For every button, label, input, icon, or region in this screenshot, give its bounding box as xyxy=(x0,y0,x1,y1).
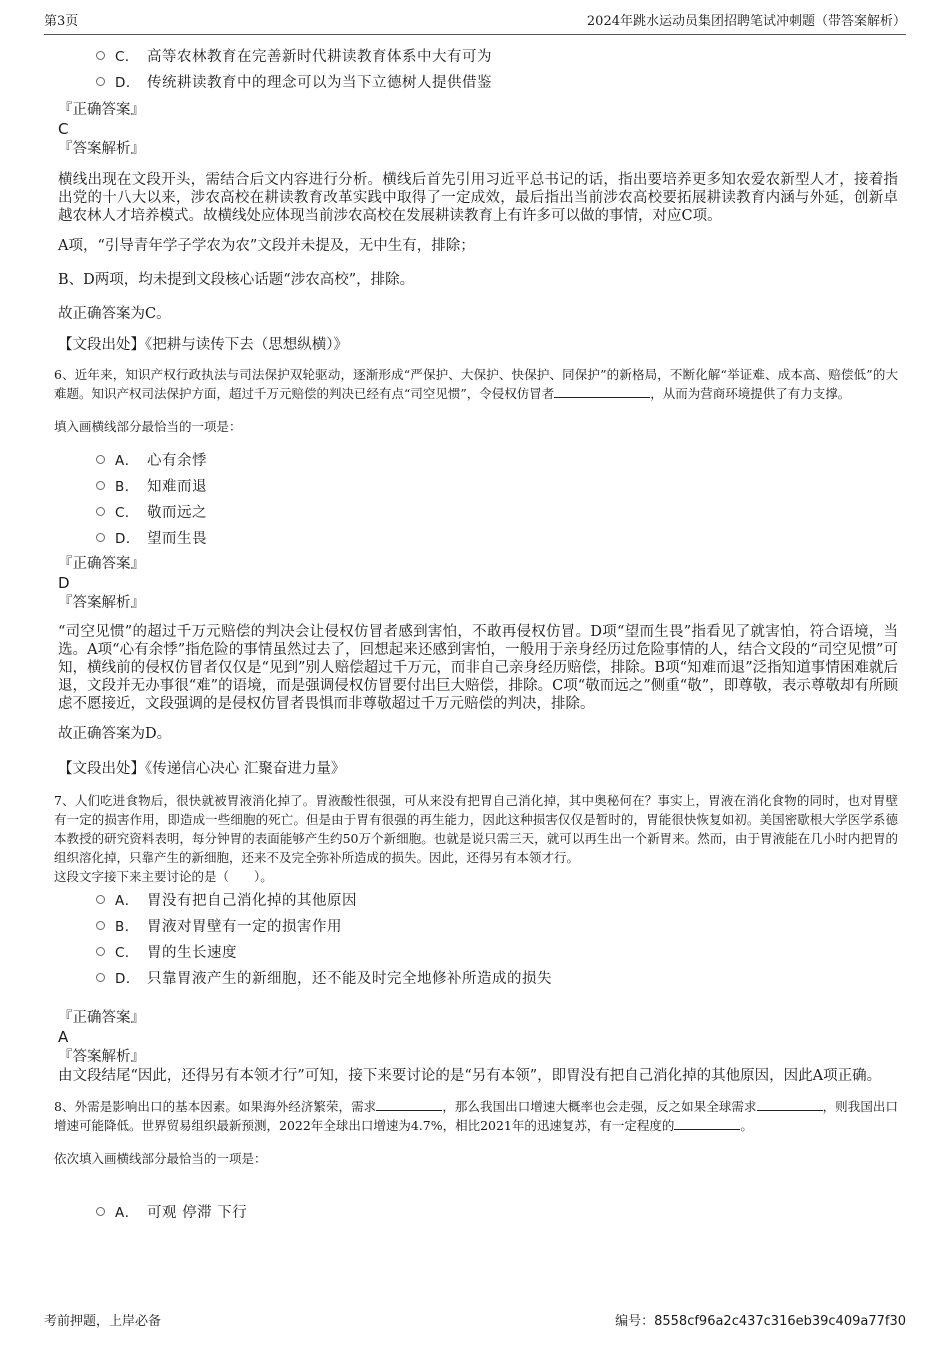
footer-slogan: 考前押题，上岸必备 xyxy=(44,1314,162,1329)
q5-options xyxy=(58,42,898,94)
q6-option-b[interactable]: B． 知难而退 xyxy=(96,472,898,498)
q7-options xyxy=(58,886,898,990)
document-id: 编号：8558cf96a2c437c316eb39c409a77f30 xyxy=(615,1314,906,1329)
q7-option-a[interactable]: A． 胃没有把自己消化掉的其他原因 xyxy=(96,886,898,912)
q7-prompt: 这段文字接下来主要讨论的是（ ）。 xyxy=(54,869,273,884)
q5-analysis-4: 故正确答案为C。 xyxy=(58,306,171,322)
q8-prompt: 依次填入画横线部分最恰当的一项是： xyxy=(54,1151,267,1166)
q7-option-b[interactable]: B． 胃液对胃壁有一定的损害作用 xyxy=(96,912,898,938)
q8-stem: 8、外需是影响出口的基本因素。如果海外经济繁荣，需求 ，那么我国出口增速大概率也会走强，反之如果全球需求 ，则我国出口增速可能降低。世界贸易组织最新预测，2022年全球出口增速为4.7%，相比2021年的迅速复苏，有一定程度的 。 xyxy=(54,1099,898,1133)
radio-icon[interactable] xyxy=(96,921,105,930)
q6-option-a[interactable]: A． 心有余悸 xyxy=(96,446,898,472)
document-title: 2024年跳水运动员集团招聘笔试冲刺题（带答案解析） xyxy=(586,14,906,29)
q6-option-c[interactable]: C． 敬而远之 xyxy=(96,498,898,524)
q6-answer-label: 『正确答案』 xyxy=(58,556,145,572)
page-content xyxy=(54,40,898,1224)
radio-icon[interactable] xyxy=(96,895,105,904)
radio-icon[interactable] xyxy=(96,533,105,542)
radio-icon[interactable] xyxy=(96,973,105,982)
q8-options xyxy=(58,1198,898,1224)
q6-option-d[interactable]: D． 望而生畏 xyxy=(96,524,898,550)
q5-option-d[interactable]: D． 传统耕读教育中的理念可以为当下立德树人提供借鉴 xyxy=(96,68,898,94)
radio-icon[interactable] xyxy=(96,507,105,516)
radio-icon[interactable] xyxy=(96,455,105,464)
q7-stem: 7、人们吃进食物后，很快就被胃液消化掉了。胃液酸性很强，可从来没有把胃自己消化掉，其中奥秘何在？事实上，胃液在消化食物的同时，也对胃壁有一定的损害作用，即造成一些细胞的死亡。但是由于胃有很强的再生能力，因此这种损害仅仅是暂时的，胃能很快恢复如初。美国密歇根大学医学系德本教授的研究资料表明，每分钟胃的表面能够产生约50万个新细胞。也就是说只需三天，就可以再生出一个新胃来。然而，由于胃液能在几小时内把胃的组织溶化掉，只靠产生的新细胞，还来不及完全弥补所造成的损失。因此，还得另有本领才行。 xyxy=(54,793,898,865)
page-footer xyxy=(44,1312,906,1334)
q7-option-c[interactable]: C． 胃的生长速度 xyxy=(96,938,898,964)
q5-analysis-1: 横线出现在文段开头，需结合后文内容进行分析。横线后首先引用习近平总书记的话，指出要培养更多知农爱农新型人才，接着指出党的十八大以来，涉农高校在耕读教育改革实践中取得了一定成效，最后指出当前涉农高校要拓展耕读教育内涵与外延，创新卓越农林人才培养模式。故横线处应体现当前涉农高校在发展耕读教育上有许多可以做的事情，对应C项。 xyxy=(58,172,898,224)
q6-analysis-1: “司空见惯”的超过千万元赔偿的判决会让侵权仿冒者感到害怕，不敢再侵权仿冒。D项“望而生畏”指看见了就害怕，符合语境，当选。A项“心有余悸”指危险的事情虽然过去了，回想起来还感到害怕，一般用于亲身经历过危险事情的人，结合文段的“司空见惯”可知，横线前的侵权仿冒者仅仅是“见到”别人赔偿超过千万元，而非自己亲身经历赔偿，排除。B项“知难而退”泛指知道事情困难就后退，文段并无办事很“难”的语境，而是强调侵权仿冒要付出巨大赔偿，排除。C项“敬而远之”侧重“敬”，即尊敬，表示尊敬却有所顾虑不愿接近，文段强调的是侵权仿冒者畏惧而非尊敬超过千万元赔偿的判决，排除。 xyxy=(58,624,898,712)
q5-analysis-2: A项，“引导青年学子学农为农”文段并未提及，无中生有，排除； xyxy=(58,238,475,254)
q6-options xyxy=(58,446,898,550)
q6-stem: 6、近年来，知识产权行政执法与司法保护双轮驱动，逐渐形成“严保护、大保护、快保护、同保护”的新格局，不断化解“举证难、成本高、赔偿低”的大难题。知识产权司法保护方面，超过千万元赔偿的判决已经有点“司空见惯”，令侵权仿冒者 ，从而为营商环境提供了有力支撑。 xyxy=(54,367,898,401)
q5-answer-label: 『正确答案』 xyxy=(58,102,145,118)
q6-source: 【文段出处】《传递信心决心 汇聚奋进力量》 xyxy=(58,761,346,777)
radio-icon[interactable] xyxy=(96,51,105,60)
q7-answer-label: 『正确答案』 xyxy=(58,1010,145,1026)
q6-analysis-2: 故正确答案为D。 xyxy=(58,726,172,742)
q5-option-c[interactable]: C． 高等农林教育在完善新时代耕读教育体系中大有可为 xyxy=(96,42,898,68)
q5-analysis-label: 『答案解析』 xyxy=(58,141,145,157)
page-header xyxy=(44,12,906,35)
fill-blank xyxy=(757,1098,823,1111)
q5-analysis-3: B、D两项，均未提到文段核心话题“涉农高校”，排除。 xyxy=(58,272,415,288)
q6-prompt: 填入画横线部分最恰当的一项是： xyxy=(54,419,242,434)
q5-source: 【文段出处】《把耕与读传下去（思想纵横）》 xyxy=(58,337,348,353)
q7-answer: A xyxy=(58,1028,69,1046)
radio-icon[interactable] xyxy=(96,77,105,86)
fill-blank xyxy=(554,385,650,398)
q7-analysis: 由文段结尾“因此，还得另有本领才行”可知，接下来要讨论的是“另有本领”，即胃没有把自己消化掉的其他原因，因此A项正确。 xyxy=(58,1068,882,1084)
fill-blank xyxy=(376,1098,442,1111)
q6-analysis-label: 『答案解析』 xyxy=(58,595,145,611)
q5-answer: C xyxy=(58,120,69,138)
radio-icon[interactable] xyxy=(96,1207,105,1216)
radio-icon[interactable] xyxy=(96,481,105,490)
q6-answer: D xyxy=(58,574,70,592)
radio-icon[interactable] xyxy=(96,947,105,956)
q7-option-d[interactable]: D． 只靠胃液产生的新细胞，还不能及时完全地修补所造成的损失 xyxy=(96,964,898,990)
page-number: 第3页 xyxy=(44,14,79,29)
q8-option-a[interactable]: A． 可观 停滞 下行 xyxy=(96,1198,898,1224)
q7-analysis-label: 『答案解析』 xyxy=(58,1049,145,1065)
fill-blank xyxy=(674,1117,740,1130)
